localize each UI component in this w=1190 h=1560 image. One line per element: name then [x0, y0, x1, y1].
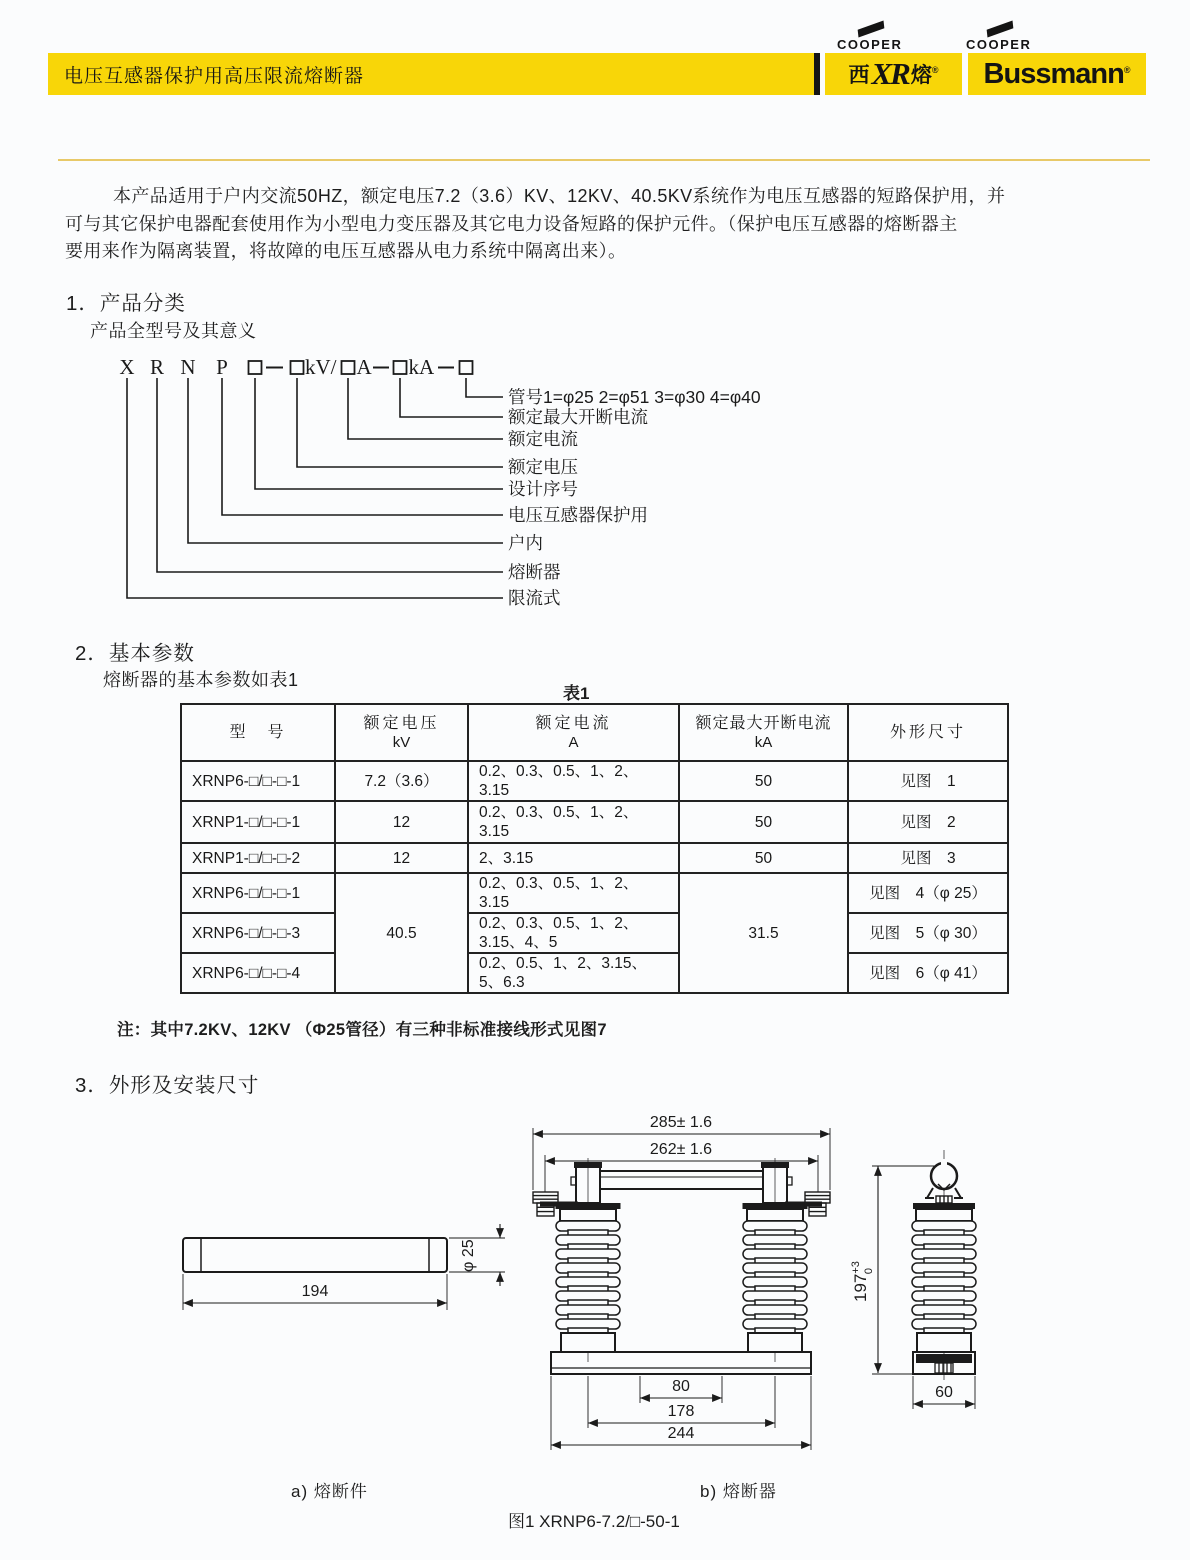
cell-current: 2、3.15: [468, 843, 679, 873]
code-letter: P: [216, 355, 228, 379]
cell-current: 0.2、0.5、1、2、3.15、 5、6.3: [468, 953, 679, 993]
dim-197-upper-tol: +3: [850, 1261, 862, 1274]
cooper-flag-icon: [987, 21, 1014, 38]
section3-heading: 3．外形及安装尺寸: [75, 1074, 260, 1097]
dim-80: 80: [672, 1378, 690, 1395]
caption-fuse-assembly: b) 熔断器: [700, 1482, 777, 1501]
cell-model: XRNP1-□/□-□-1: [181, 801, 335, 843]
header-separator-rule: [58, 159, 1150, 161]
header-title-bar: [48, 53, 814, 95]
code-legend: [508, 387, 761, 608]
legend-item: 熔断器: [508, 562, 561, 582]
section1-subheading: 产品全型号及其意义: [90, 321, 257, 341]
cell-voltage: 12: [335, 801, 468, 843]
table-title: 表1: [563, 684, 590, 703]
cell-figure-ref: 见图 1: [848, 761, 1008, 801]
col-header-label: 额定最大开断电流: [695, 714, 832, 732]
cell-breaking-current: 50: [679, 843, 848, 873]
registered-mark-icon: ®: [1123, 65, 1131, 75]
legend-item: 管号1=φ25 2=φ51 3=φ30 4=φ40: [508, 387, 761, 407]
cell-figure-ref: 见图 3: [848, 843, 1008, 873]
col-header-unit: kV: [392, 733, 411, 751]
legend-item: 限流式: [508, 588, 561, 608]
table-row: [181, 873, 1008, 913]
logo-rong-char: 熔: [910, 64, 932, 87]
cell-model: XRNP6-□/□-□-1: [181, 873, 335, 913]
fuse-assembly-side-drawing: [850, 1150, 976, 1409]
dim-194: 194: [301, 1283, 329, 1300]
col-header-breaking-current: [679, 704, 848, 761]
cell-voltage: 7.2（3.6）: [335, 761, 468, 801]
section2-subheading: 熔断器的基本参数如表1: [103, 670, 299, 690]
logo-xi-char: 西: [848, 64, 870, 87]
xr-monogram: XR: [871, 56, 909, 91]
dim-197-value: 197: [851, 1273, 870, 1302]
table-row: [181, 953, 1008, 993]
table-row: [181, 913, 1008, 953]
registered-mark-icon: ®: [931, 65, 939, 75]
dim-262: 262± 1.6: [649, 1141, 713, 1158]
code-unit-a: A: [356, 355, 372, 379]
cell-breaking-current-merged: 31.5: [679, 873, 848, 993]
cell-figure-ref: 见图 2: [848, 801, 1008, 843]
model-code-diagram: [90, 350, 800, 620]
table-note: 注：其中7.2KV、12KV （Φ25管径）有三种非标准接线形式见图7: [117, 1021, 607, 1039]
cell-figure-ref: 见图 6（φ 41）: [848, 953, 1008, 993]
col-header-dimensions: 外形尺寸: [848, 704, 1008, 761]
xirong-logo: [825, 53, 962, 95]
code-letter: R: [149, 355, 165, 379]
cell-breaking-current: 50: [679, 761, 848, 801]
table-header-row: [181, 704, 1008, 761]
code-letter: N: [180, 355, 196, 379]
col-header-voltage: [335, 704, 468, 761]
cell-current: 0.2、0.3、0.5、1、2、 3.15: [468, 801, 679, 843]
cell-model: XRNP6-□/□-□-1: [181, 761, 335, 801]
cell-model: XRNP6-□/□-□-3: [181, 913, 335, 953]
code-unit-kv: kV/: [305, 355, 337, 379]
legend-item: 设计序号: [508, 479, 578, 499]
code-unit-ka: kA: [408, 355, 435, 379]
cell-voltage-merged: 40.5: [335, 873, 468, 993]
cell-figure-ref: 见图 4（φ 25）: [848, 873, 1008, 913]
section1-heading: 1．产品分类: [66, 292, 186, 315]
col-header-label: 额定电压: [363, 714, 440, 732]
code-letter: X: [119, 355, 135, 379]
dim-244: 244: [667, 1425, 695, 1442]
cooper-wordmark-left: COOPER: [837, 37, 903, 52]
dim-197: [850, 1261, 875, 1302]
cooper-wordmark-right: COOPER: [966, 37, 1032, 52]
cell-model: XRNP1-□/□-□-2: [181, 843, 335, 873]
bussmann-wordmark: Bussmann: [983, 57, 1124, 90]
figure-caption: 图1 XRNP6-7.2/□-50-1: [508, 1512, 680, 1531]
model-code-row: [119, 355, 472, 379]
intro-line: 可与其它保护电器配套使用作为小型电力变压器及其它电力设备短路的保护元件。（保护电压互感器的熔断器主: [65, 213, 958, 234]
cell-current: 0.2、0.3、0.5、1、2、 3.15: [468, 873, 679, 913]
section2-heading: 2．基本参数: [75, 642, 195, 665]
legend-item: 电压互感器保护用: [508, 505, 648, 525]
cell-current: 0.2、0.3、0.5、1、2、 3.15: [468, 761, 679, 801]
legend-item: 额定最大开断电流: [508, 407, 648, 427]
table-row: [181, 801, 1008, 843]
col-header-current: [468, 704, 679, 761]
intro-line: 要用来作为隔离装置，将故障的电压互感器从电力系统中隔离出来）。: [65, 241, 627, 261]
code-connector-lines: [127, 378, 503, 598]
legend-item: 户内: [508, 533, 543, 553]
cell-voltage: 12: [335, 843, 468, 873]
dim-dia25: φ 25: [460, 1239, 477, 1272]
dim-178: 178: [667, 1403, 695, 1420]
page-title: 电压互感器保护用高压限流熔断器: [64, 65, 365, 87]
table-row: [181, 761, 1008, 801]
cell-current: 0.2、0.3、0.5、1、2、 3.15、4、5: [468, 913, 679, 953]
intro-line: 本产品适用于户内交流50HZ，额定电压7.2（3.6）KV、12KV、40.5KV系统作为电压互感器的短路保护用，并: [113, 186, 1006, 206]
cell-model: XRNP6-□/□-□-4: [181, 953, 335, 993]
cooper-flag-icon: [858, 21, 885, 38]
dim-285: 285± 1.6: [649, 1114, 713, 1131]
legend-item: 额定电压: [508, 457, 578, 477]
table-row: [181, 843, 1008, 873]
legend-item: 额定电流: [508, 429, 578, 449]
dimension-drawing: [150, 1095, 1020, 1460]
col-header-unit: A: [568, 733, 579, 751]
caption-fuse-link: a) 熔断件: [291, 1482, 368, 1501]
cell-breaking-current: 50: [679, 801, 848, 843]
header-divider: [814, 53, 820, 95]
fuse-assembly-front-drawing: [533, 1114, 830, 1450]
parameters-table: [180, 703, 1009, 994]
bussmann-logo: [968, 53, 1146, 95]
dim-60: 60: [935, 1384, 953, 1401]
fuse-link-drawing: [183, 1224, 505, 1310]
col-header-model: 型 号: [181, 704, 335, 761]
col-header-label: 额定电流: [535, 714, 612, 732]
col-header-unit: kA: [754, 733, 773, 751]
cell-figure-ref: 见图 5（φ 30）: [848, 913, 1008, 953]
intro-paragraph: [65, 183, 1105, 266]
dim-197-lower-tol: 0: [863, 1267, 875, 1275]
